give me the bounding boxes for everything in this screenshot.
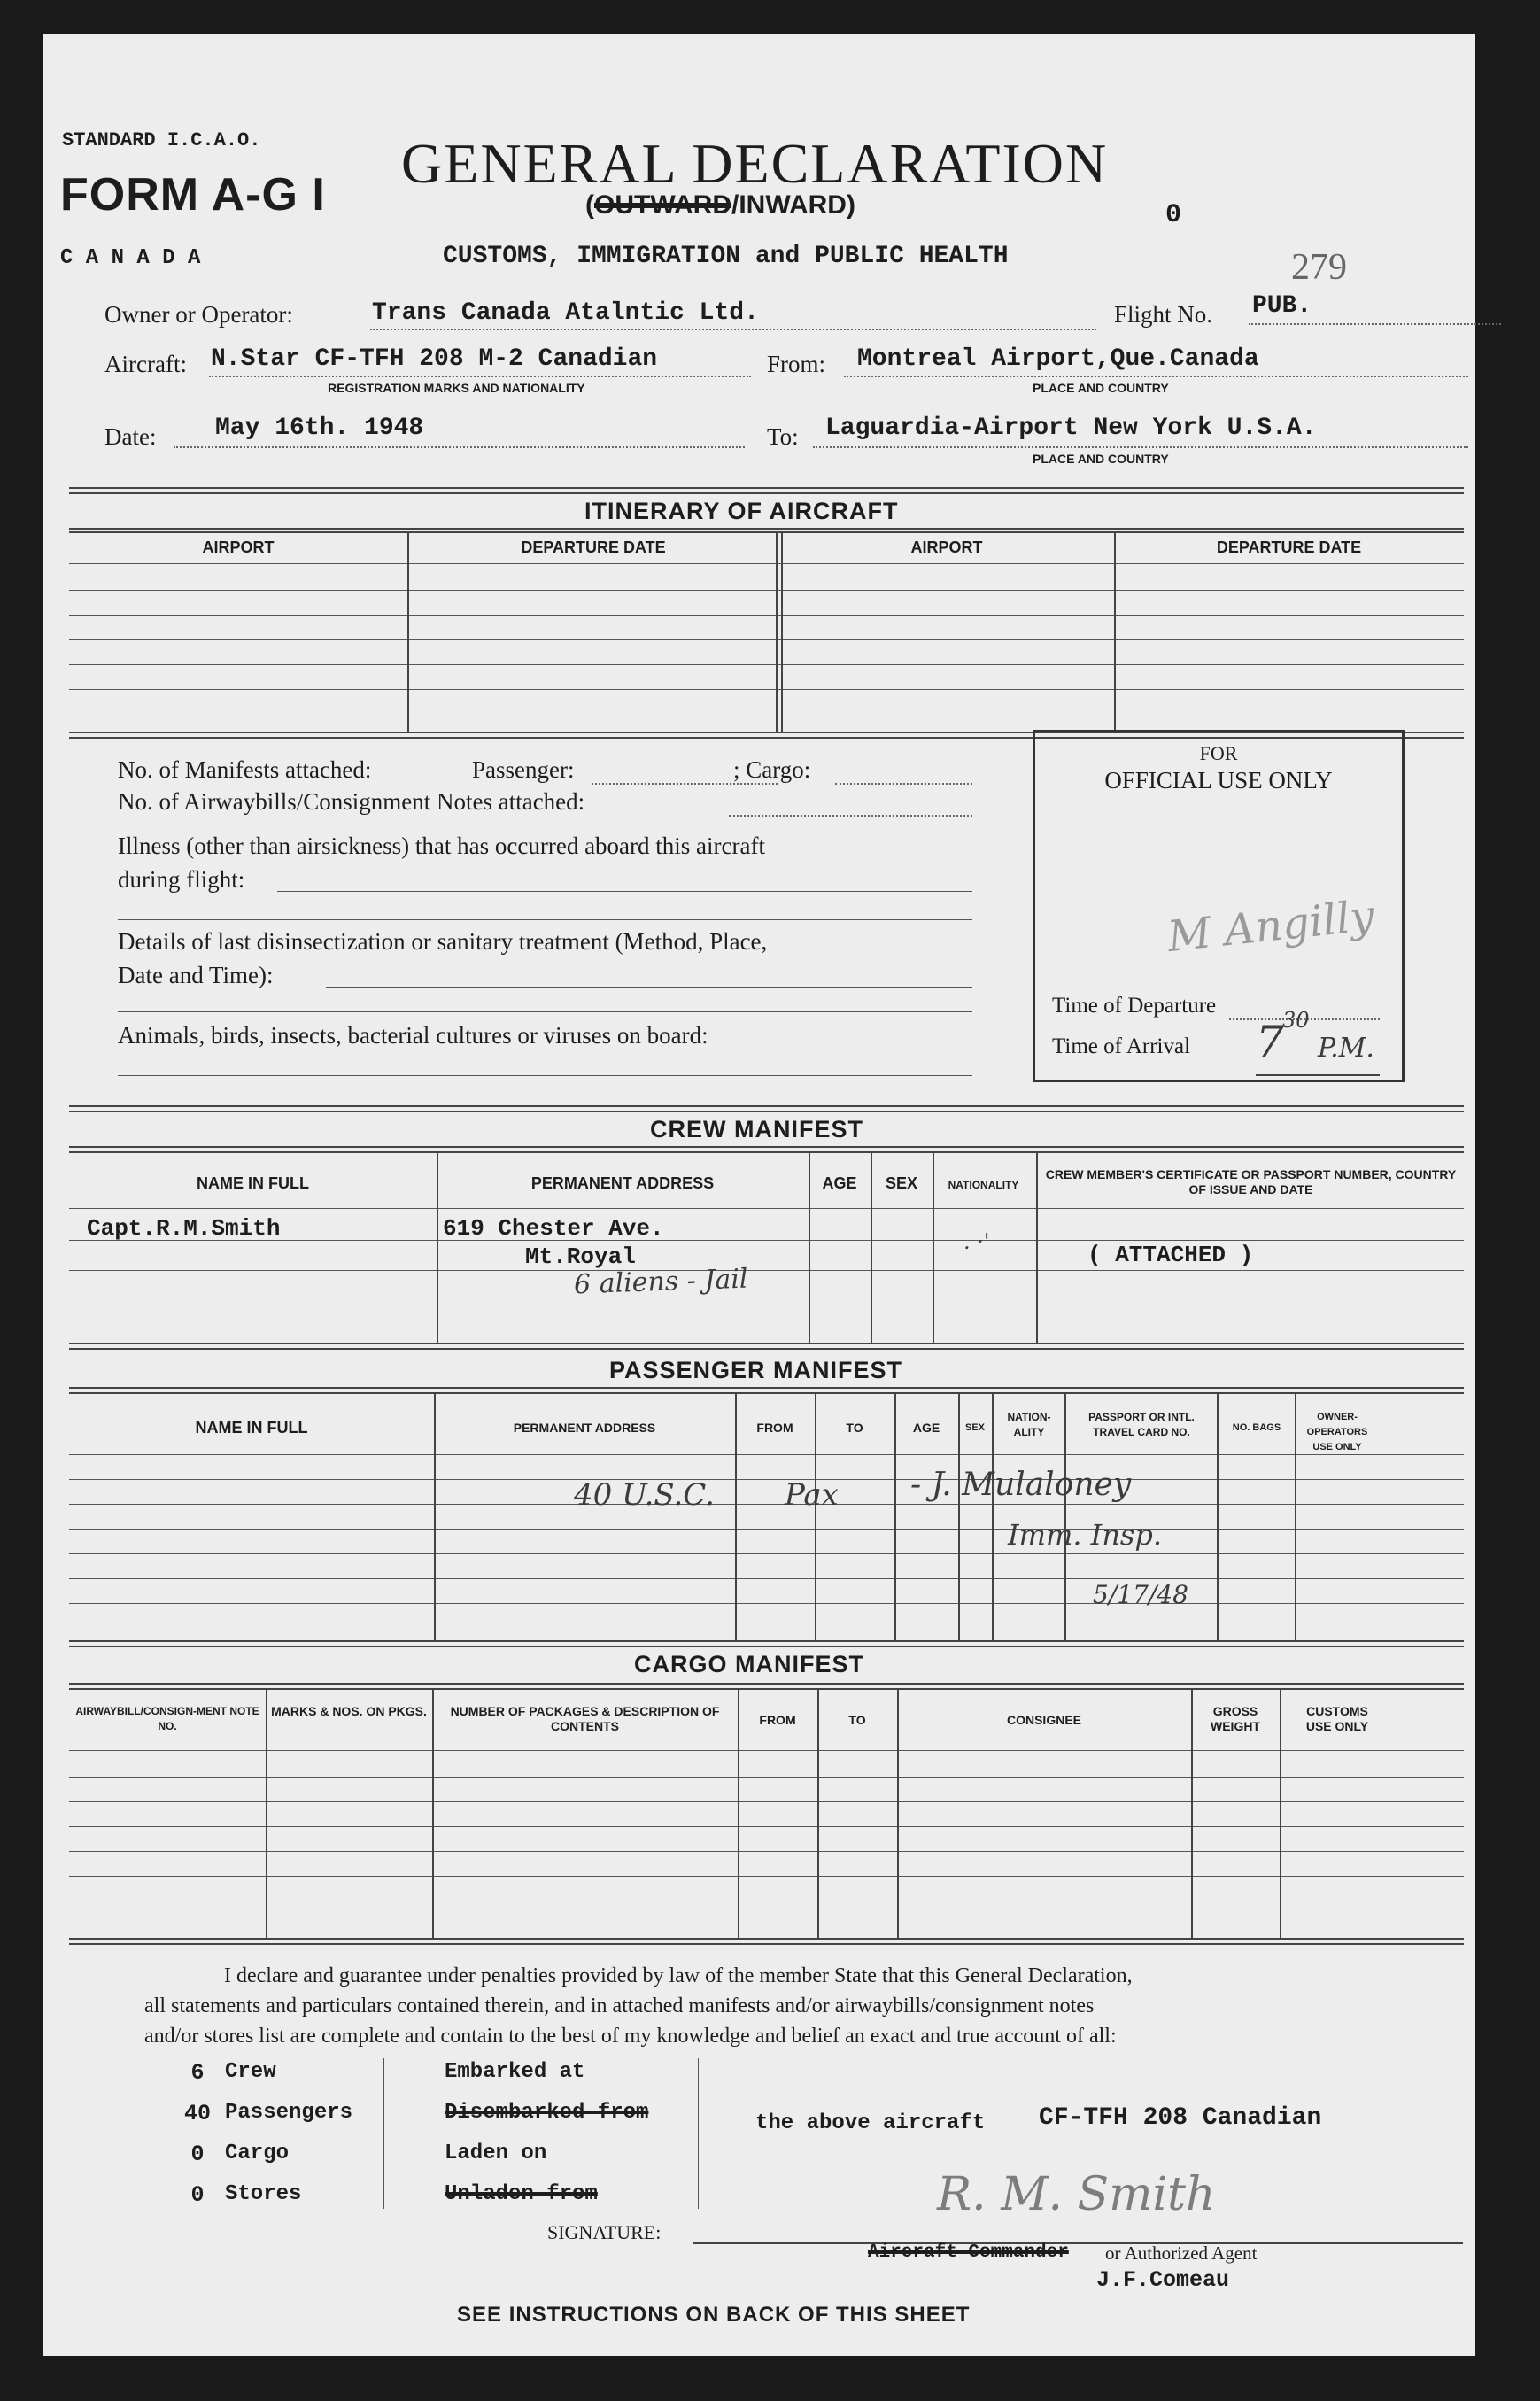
illness-label-1: Illness (other than airsickness) that has occurred aboard this aircraft [118,833,765,859]
declaration-form-sheet [43,34,1475,2356]
crew-name-value: Capt.R.M.Smith [87,1215,281,1242]
passenger-col-age: AGE [912,1421,940,1435]
inward-label: /INWARD) [731,190,855,220]
passenger-hand-count: 40 U.S.C. [574,1477,715,1513]
cargo-col-consignee: CONSIGNEE [1006,1713,1081,1727]
flight-no-value: PUB. [1252,292,1312,320]
crew-nationality-ditto: . ·' [963,1229,990,1254]
stores-count-label: Stores [225,2182,302,2206]
crew-col-address: PERMANENT ADDRESS [530,1174,715,1192]
authorized-agent-label: or Authorized Agent [1105,2242,1258,2264]
from-value: Montreal Airport,Que.Canada [857,345,1259,373]
action-embarked: Embarked at [445,2060,585,2084]
passenger-col-name: NAME IN FULL [195,1419,308,1437]
crew-handwritten-note: 6 aliens - Jail [573,1263,749,1301]
date-value: May 16th. 1948 [215,414,424,442]
commander-struck: Aircraft Commander [868,2242,1069,2263]
departure-time-label: Time of Departure [1052,994,1217,1018]
passenger-label: Passenger: [472,756,575,783]
passenger-col-owner: OWNER-OPERATORS USE ONLY [1306,1412,1368,1452]
form-sequence-number: 279 [1291,247,1347,288]
crew-col-certificate: CREW MEMBER'S CERTIFICATE OR PASSPORT NUMBER, COUNTRY OF ISSUE AND DATE [1045,1167,1457,1197]
passenger-col-address: PERMANENT ADDRESS [513,1421,656,1435]
declaration-aircraft-value: CF-TFH 208 Canadian [1039,2104,1322,2132]
cargo-count: 0 [190,2142,205,2167]
passengers-count: 40 [183,2101,211,2126]
stores-count: 0 [190,2182,205,2208]
flight-no-label: Flight No. [1114,301,1213,328]
agent-name: J.F.Comeau [1096,2267,1230,2293]
instructions-footer: SEE INSTRUCTIONS ON BACK OF THIS SHEET [457,2303,971,2327]
action-disembarked-struck: Disembarked from [445,2101,649,2125]
manifests-label: No. of Manifests attached: [118,756,372,783]
owner-label: Owner or Operator: [104,301,293,328]
outward-struck: OUTWARD [594,190,731,220]
passenger-col-nationality: NATION-ALITY [1007,1411,1051,1438]
declarant-signature: R. M. Smith [937,2168,1216,2221]
cargo-col-from: FROM [759,1713,796,1727]
crew-col-nationality: NATIONALITY [948,1179,1019,1191]
animals-label: Animals, birds, insects, bacterial cultures or viruses on board: [118,1022,708,1049]
passenger-hand-pax: Pax [785,1477,839,1513]
country-label: C A N A D A [60,246,201,270]
passenger-col-passport: PASSPORT OR INTL. TRAVEL CARD NO. [1088,1411,1195,1438]
passengers-count-label: Passengers [225,2101,353,2125]
date-label: Date: [104,423,157,450]
cargo-col-packages: NUMBER OF PACKAGES & DESCRIPTION OF CONTENTS [450,1704,720,1733]
arrival-time-label: Time of Arrival [1052,1034,1191,1058]
passenger-hand-inspector: - J. Mulaloney [910,1467,1132,1503]
arrival-time-minutes: 30 [1282,1008,1310,1033]
cargo-title: CARGO MANIFEST [634,1651,864,1677]
action-unladen-struck: Unladen from [445,2182,598,2206]
aircraft-caption: REGISTRATION MARKS AND NATIONALITY [328,381,585,395]
passenger-title: PASSENGER MANIFEST [609,1357,903,1383]
form-number: FORM A-G I [60,169,326,221]
passenger-hand-date: 5/17/48 [1093,1580,1188,1609]
crew-address-line-2: Mt.Royal [525,1243,636,1270]
cargo-col-to: TO [848,1713,866,1727]
direction-label [585,190,855,221]
passenger-col-from: FROM [756,1421,793,1435]
crew-count: 6 [190,2060,205,2086]
itinerary-col-airport-2: AIRPORT [910,538,983,556]
official-signature: M Angilly [1165,890,1377,963]
aircraft-prefix: the above aircraft [755,2111,986,2135]
airwaybills-label: No. of Airwaybills/Consignment Notes attached: [118,788,585,815]
passenger-col-to: TO [846,1421,863,1435]
itinerary-title: ITINERARY OF AIRCRAFT [584,498,899,524]
cargo-count-label: Cargo [225,2142,290,2165]
crew-col-age: AGE [822,1174,857,1192]
from-caption: PLACE AND COUNTRY [1033,381,1169,395]
crew-col-sex: SEX [885,1174,918,1192]
to-value: Laguardia-Airport New York U.S.A. [825,414,1317,442]
page-title: GENERAL DECLARATION [401,132,1109,195]
cargo-col-marks: MARKS & NOS. ON PKGS. [271,1704,427,1718]
declaration-line-3: and/or stores list are complete and contain to the best of my knowledge and belief an exact and true account of all: [144,2025,1117,2048]
arrival-time-hour: 7 [1256,1017,1284,1068]
action-laden: Laden on [445,2142,547,2165]
crew-count-label: Crew [225,2060,276,2084]
disinsect-label-1: Details of last disinsectization or sanitary treatment (Method, Place, [118,928,768,955]
itinerary-col-airport-1: AIRPORT [202,538,275,556]
crew-title: CREW MANIFEST [650,1116,863,1142]
service-label: CUSTOMS, IMMIGRATION and PUBLIC HEALTH [443,243,1009,270]
illness-label-2: during flight: [118,866,245,893]
itinerary-col-date-1: DEPARTURE DATE [521,538,666,556]
cargo-col-airwaybill: AIRWAYBILL/CONSIGN-MENT NOTE NO. [75,1705,259,1732]
cargo-label: ; Cargo: [733,756,811,783]
cargo-col-customs: CUSTOMS USE ONLY [1305,1704,1369,1733]
to-label: To: [767,423,799,450]
declaration-line-1: I declare and guarantee under penalties provided by law of the member State that this General Declaration, [224,1964,1133,1987]
standard-label: STANDARD I.C.A.O. [62,129,261,151]
open-paren: ( [585,190,594,220]
mark-o: 0 [1165,200,1182,230]
owner-value: Trans Canada Atalntic Ltd. [372,299,759,327]
crew-col-name: NAME IN FULL [197,1174,309,1192]
passenger-hand-title: Imm. Insp. [1008,1518,1162,1552]
crew-attached-note: ( ATTACHED ) [1087,1242,1254,1268]
itinerary-col-date-2: DEPARTURE DATE [1216,538,1362,556]
cargo-col-weight: GROSS WEIGHT [1211,1704,1260,1733]
aircraft-value: N.Star CF-TFH 208 M-2 Canadian [211,345,658,373]
passenger-col-sex: SEX [964,1422,985,1433]
aircraft-label: Aircraft: [104,351,187,377]
official-use-title: OFFICIAL USE ONLY [1104,767,1333,794]
official-for-label: FOR [1199,742,1238,764]
disinsect-label-2: Date and Time): [118,962,274,988]
declaration-line-2: all statements and particulars contained therein, and in attached manifests and/or airwaybills/consignment notes [144,1994,1095,2018]
passenger-col-bags: NO. BAGS [1232,1422,1281,1433]
crew-address-line-1: 619 Chester Ave. [443,1215,664,1242]
to-caption: PLACE AND COUNTRY [1033,452,1169,466]
signature-label: SIGNATURE: [547,2221,662,2243]
from-label: From: [767,351,826,377]
arrival-time-pm: P.M. [1318,1033,1374,1064]
